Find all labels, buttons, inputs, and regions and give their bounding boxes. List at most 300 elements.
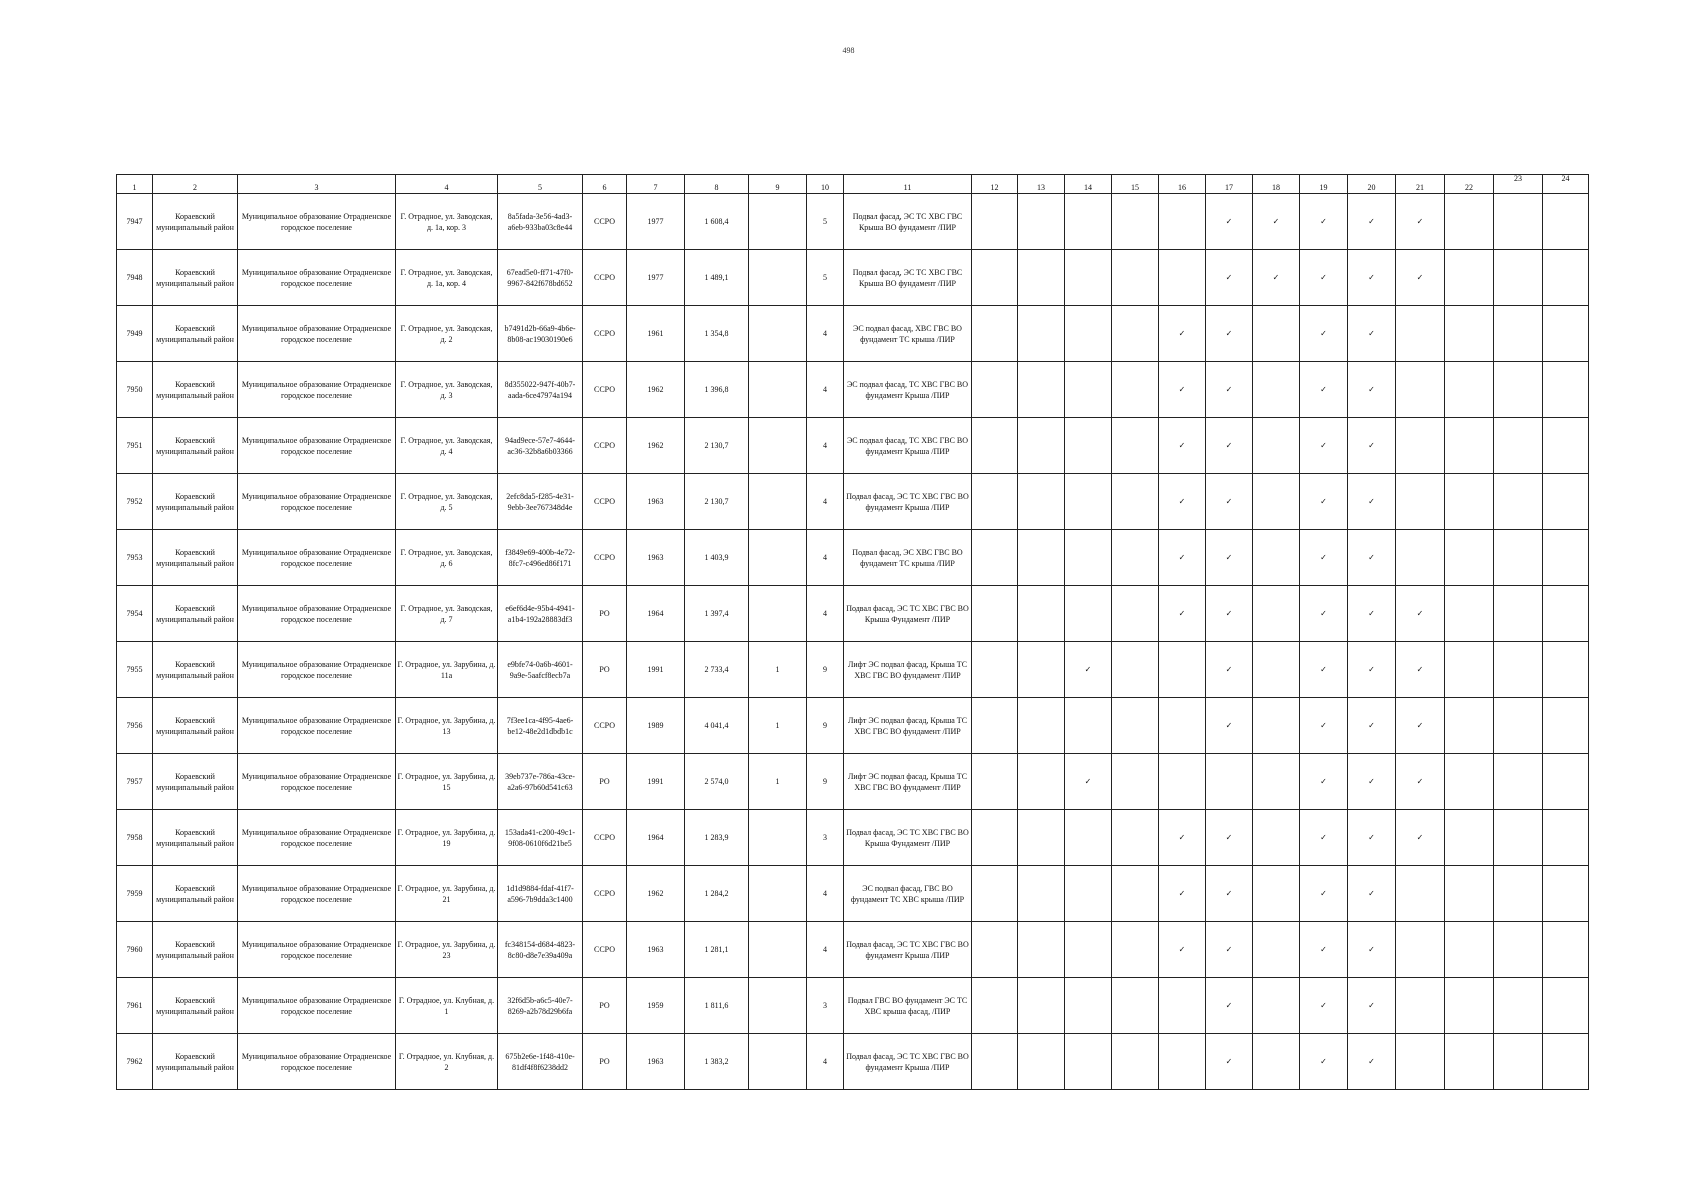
lifts-cell [749,978,807,1034]
check-mark-icon: ✓ [1348,698,1396,754]
empty-check-cell [1018,978,1065,1034]
address-cell: Г. Отрадное, ул. Клубная, д. 1 [396,978,498,1034]
floors-cell: 9 [807,698,844,754]
empty-check-cell [1018,474,1065,530]
table-row [117,642,1589,698]
year-cell: 1977 [627,250,685,306]
type-cell: ССРО [583,530,627,586]
column-header-23: 23 [1494,175,1543,194]
guid-cell: 67ead5e0-ff71-47f0-9967-842f678bd652 [498,250,583,306]
check-mark-icon: ✓ [1206,306,1253,362]
column-header-8: 8 [685,175,749,194]
empty-check-cell [1112,1034,1159,1090]
floors-cell: 5 [807,194,844,250]
column-header-7: 7 [627,175,685,194]
address-cell: Г. Отрадное, ул. Заводская, д. 7 [396,586,498,642]
type-cell: ССРО [583,250,627,306]
check-mark-icon: ✓ [1206,978,1253,1034]
district-cell: Кораевский муниципальный район [153,250,238,306]
empty-check-cell [1159,194,1206,250]
type-cell: ССРО [583,418,627,474]
table-row [117,978,1589,1034]
empty-check-cell [1112,978,1159,1034]
column-header-12: 12 [972,175,1018,194]
check-mark-icon: ✓ [1159,586,1206,642]
empty-check-cell [1159,978,1206,1034]
check-mark-icon: ✓ [1206,250,1253,306]
guid-cell: 8a5fada-3e56-4ad3-a6eb-933ba03c8e44 [498,194,583,250]
area-cell: 1 383,2 [685,1034,749,1090]
check-mark-icon: ✓ [1396,698,1445,754]
floors-cell: 4 [807,306,844,362]
floors-cell: 5 [807,250,844,306]
works-cell: Лифт ЭС подвал фасад, Крыша ТС ХВС ГВС ВО фундамент /ПИР [844,754,972,810]
table-row [117,194,1589,250]
district-cell: Кораевский муниципальный район [153,418,238,474]
empty-check-cell [1445,250,1494,306]
column-header-10: 10 [807,175,844,194]
row-number: 7947 [117,194,153,250]
check-mark-icon: ✓ [1396,194,1445,250]
column-header-5: 5 [498,175,583,194]
lifts-cell [749,530,807,586]
lifts-cell: 1 [749,698,807,754]
type-cell: РО [583,642,627,698]
district-cell: Кораевский муниципальный район [153,810,238,866]
row-number: 7960 [117,922,153,978]
empty-check-cell [1159,642,1206,698]
guid-cell: 32f6d5b-a6c5-40e7-8269-a2b78d29b6fa [498,978,583,1034]
district-cell: Кораевский муниципальный район [153,1034,238,1090]
empty-check-cell [1494,418,1543,474]
empty-check-cell [1543,306,1589,362]
address-cell: Г. Отрадное, ул. Зарубина, д. 23 [396,922,498,978]
works-cell: Лифт ЭС подвал фасад, Крыша ТС ХВС ГВС ВО фундамент /ПИР [844,698,972,754]
works-cell: Подвал фасад, ЭС ТС ХВС ГВС ВО Крыша Фундамент /ПИР [844,586,972,642]
address-cell: Г. Отрадное, ул. Зарубина, д. 11а [396,642,498,698]
year-cell: 1962 [627,362,685,418]
empty-check-cell [972,306,1018,362]
empty-check-cell [1396,978,1445,1034]
empty-check-cell [1018,754,1065,810]
floors-cell: 4 [807,1034,844,1090]
empty-check-cell [1112,362,1159,418]
empty-check-cell [1253,362,1300,418]
empty-check-cell [1253,586,1300,642]
empty-check-cell [1494,978,1543,1034]
empty-check-cell [1112,250,1159,306]
empty-check-cell [1543,530,1589,586]
empty-check-cell [1445,586,1494,642]
column-header-2: 2 [153,175,238,194]
empty-check-cell [1445,642,1494,698]
floors-cell: 4 [807,530,844,586]
column-header-13: 13 [1018,175,1065,194]
empty-check-cell [1253,418,1300,474]
address-cell: Г. Отрадное, ул. Заводская, д. 1а, кор. 4 [396,250,498,306]
empty-check-cell [1159,754,1206,810]
column-number-header-row [117,175,1589,194]
empty-check-cell [972,418,1018,474]
empty-check-cell [1018,418,1065,474]
type-cell: РО [583,1034,627,1090]
empty-check-cell [1494,194,1543,250]
check-mark-icon: ✓ [1206,922,1253,978]
lifts-cell [749,418,807,474]
empty-check-cell [1253,698,1300,754]
row-number: 7954 [117,586,153,642]
empty-check-cell [1253,306,1300,362]
empty-check-cell [1018,530,1065,586]
column-header-6: 6 [583,175,627,194]
works-cell: ЭС подвал фасад, ГВС ВО фундамент ТС ХВС крыша /ПИР [844,866,972,922]
municipality-cell: Муниципальное образование Отрадненское городское поселение [238,978,396,1034]
empty-check-cell [1065,810,1112,866]
works-cell: Подвал ГВС ВО фундамент ЭС ТС ХВС крыша фасад, /ПИР [844,978,972,1034]
check-mark-icon: ✓ [1253,194,1300,250]
area-cell: 2 574,0 [685,754,749,810]
district-cell: Кораевский муниципальный район [153,754,238,810]
check-mark-icon: ✓ [1348,250,1396,306]
check-mark-icon: ✓ [1348,922,1396,978]
check-mark-icon: ✓ [1300,698,1348,754]
guid-cell: 8d355022-947f-40b7-aada-6ce47974a194 [498,362,583,418]
empty-check-cell [1494,698,1543,754]
empty-check-cell [1112,194,1159,250]
lifts-cell [749,810,807,866]
check-mark-icon: ✓ [1348,418,1396,474]
area-cell: 4 041,4 [685,698,749,754]
check-mark-icon: ✓ [1396,754,1445,810]
works-cell: Подвал фасад, ЭС ТС ХВС ГВС ВО фундамент Крыша /ПИР [844,474,972,530]
empty-check-cell [972,250,1018,306]
empty-check-cell [1018,194,1065,250]
area-cell: 1 284,2 [685,866,749,922]
empty-check-cell [1018,362,1065,418]
empty-check-cell [1494,474,1543,530]
check-mark-icon: ✓ [1300,1034,1348,1090]
row-number: 7950 [117,362,153,418]
empty-check-cell [1543,922,1589,978]
empty-check-cell [1543,642,1589,698]
check-mark-icon: ✓ [1159,418,1206,474]
lifts-cell: 1 [749,754,807,810]
table-row [117,474,1589,530]
works-cell: Подвал фасад, ЭС ТС ХВС ГВС ВО фундамент Крыша /ПИР [844,1034,972,1090]
check-mark-icon: ✓ [1206,474,1253,530]
empty-check-cell [1065,866,1112,922]
guid-cell: b7491d2b-66a9-4b6e-8b08-ac19030190e6 [498,306,583,362]
check-mark-icon: ✓ [1396,810,1445,866]
check-mark-icon: ✓ [1348,642,1396,698]
empty-check-cell [1396,1034,1445,1090]
check-mark-icon: ✓ [1348,474,1396,530]
type-cell: ССРО [583,362,627,418]
check-mark-icon: ✓ [1206,194,1253,250]
empty-check-cell [1065,194,1112,250]
empty-check-cell [1543,866,1589,922]
empty-check-cell [1543,474,1589,530]
empty-check-cell [1065,530,1112,586]
area-cell: 2 733,4 [685,642,749,698]
year-cell: 1964 [627,586,685,642]
table-row [117,362,1589,418]
district-cell: Кораевский муниципальный район [153,922,238,978]
lifts-cell [749,474,807,530]
area-cell: 1 811,6 [685,978,749,1034]
empty-check-cell [1018,866,1065,922]
year-cell: 1991 [627,754,685,810]
table-row [117,698,1589,754]
district-cell: Кораевский муниципальный район [153,194,238,250]
year-cell: 1991 [627,642,685,698]
guid-cell: 7f3ee1ca-4f95-4ae6-be12-48e2d1dbdb1c [498,698,583,754]
floors-cell: 9 [807,754,844,810]
type-cell: ССРО [583,306,627,362]
row-number: 7959 [117,866,153,922]
area-cell: 1 397,4 [685,586,749,642]
empty-check-cell [972,978,1018,1034]
empty-check-cell [972,474,1018,530]
empty-check-cell [1543,698,1589,754]
check-mark-icon: ✓ [1253,250,1300,306]
empty-check-cell [1112,530,1159,586]
check-mark-icon: ✓ [1300,530,1348,586]
type-cell: РО [583,586,627,642]
year-cell: 1989 [627,698,685,754]
municipality-cell: Муниципальное образование Отрадненское городское поселение [238,418,396,474]
empty-check-cell [1396,866,1445,922]
empty-check-cell [1065,586,1112,642]
row-number: 7949 [117,306,153,362]
check-mark-icon: ✓ [1396,250,1445,306]
type-cell: РО [583,754,627,810]
check-mark-icon: ✓ [1159,810,1206,866]
area-cell: 1 281,1 [685,922,749,978]
guid-cell: fc348154-d684-4823-8c80-d8e7e39a409a [498,922,583,978]
lifts-cell [749,362,807,418]
table-row [117,306,1589,362]
address-cell: Г. Отрадное, ул. Заводская, д. 5 [396,474,498,530]
type-cell: ССРО [583,922,627,978]
column-header-9: 9 [749,175,807,194]
empty-check-cell [1445,922,1494,978]
column-header-15: 15 [1112,175,1159,194]
floors-cell: 4 [807,418,844,474]
check-mark-icon: ✓ [1206,1034,1253,1090]
empty-check-cell [1018,922,1065,978]
check-mark-icon: ✓ [1159,922,1206,978]
empty-check-cell [1112,866,1159,922]
page-number: 498 [842,46,855,55]
building-registry-table [116,174,1589,1090]
type-cell: ССРО [583,810,627,866]
table-row [117,810,1589,866]
empty-check-cell [1396,418,1445,474]
municipality-cell: Муниципальное образование Отрадненское городское поселение [238,474,396,530]
check-mark-icon: ✓ [1206,586,1253,642]
empty-check-cell [1494,530,1543,586]
empty-check-cell [972,922,1018,978]
check-mark-icon: ✓ [1206,642,1253,698]
floors-cell: 3 [807,978,844,1034]
check-mark-icon: ✓ [1300,866,1348,922]
works-cell: ЭС подвал фасад, ХВС ГВС ВО фундамент ТС крыша /ПИР [844,306,972,362]
address-cell: Г. Отрадное, ул. Клубная, д. 2 [396,1034,498,1090]
municipality-cell: Муниципальное образование Отрадненское городское поселение [238,922,396,978]
row-number: 7956 [117,698,153,754]
row-number: 7961 [117,978,153,1034]
year-cell: 1962 [627,866,685,922]
empty-check-cell [1494,362,1543,418]
empty-check-cell [1112,642,1159,698]
empty-check-cell [972,810,1018,866]
area-cell: 1 489,1 [685,250,749,306]
guid-cell: 675b2e6e-1f48-410e-81df4f8f6238dd2 [498,1034,583,1090]
empty-check-cell [1018,810,1065,866]
table-row [117,1034,1589,1090]
guid-cell: 153ada41-c200-49c1-9f08-0610f6d21be5 [498,810,583,866]
empty-check-cell [1445,306,1494,362]
check-mark-icon: ✓ [1396,642,1445,698]
empty-check-cell [1065,250,1112,306]
address-cell: Г. Отрадное, ул. Зарубина, д. 21 [396,866,498,922]
empty-check-cell [1445,362,1494,418]
table-row [117,586,1589,642]
year-cell: 1964 [627,810,685,866]
empty-check-cell [972,362,1018,418]
column-header-11: 11 [844,175,972,194]
lifts-cell [749,922,807,978]
address-cell: Г. Отрадное, ул. Заводская, д. 6 [396,530,498,586]
check-mark-icon: ✓ [1300,810,1348,866]
works-cell: Подвал фасад, ЭС ХВС ГВС ВО фундамент ТС крыша /ПИР [844,530,972,586]
row-number: 7952 [117,474,153,530]
year-cell: 1961 [627,306,685,362]
row-number: 7955 [117,642,153,698]
floors-cell: 4 [807,586,844,642]
empty-check-cell [1445,978,1494,1034]
empty-check-cell [1018,586,1065,642]
floors-cell: 9 [807,642,844,698]
empty-check-cell [1018,642,1065,698]
empty-check-cell [1112,810,1159,866]
year-cell: 1977 [627,194,685,250]
municipality-cell: Муниципальное образование Отрадненское городское поселение [238,866,396,922]
column-header-20: 20 [1348,175,1396,194]
lifts-cell [749,866,807,922]
address-cell: Г. Отрадное, ул. Заводская, д. 1а, кор. 3 [396,194,498,250]
empty-check-cell [1445,530,1494,586]
empty-check-cell [1543,362,1589,418]
check-mark-icon: ✓ [1159,530,1206,586]
works-cell: ЭС подвал фасад, ТС ХВС ГВС ВО фундамент Крыша /ПИР [844,362,972,418]
column-header-16: 16 [1159,175,1206,194]
area-cell: 2 130,7 [685,418,749,474]
empty-check-cell [1065,978,1112,1034]
empty-check-cell [1112,754,1159,810]
empty-check-cell [1543,754,1589,810]
district-cell: Кораевский муниципальный район [153,978,238,1034]
district-cell: Кораевский муниципальный район [153,306,238,362]
works-cell: Подвал фасад, ЭС ТС ХВС ГВС Крыша ВО фундамент /ПИР [844,250,972,306]
row-number: 7951 [117,418,153,474]
empty-check-cell [1494,642,1543,698]
check-mark-icon: ✓ [1206,362,1253,418]
area-cell: 1 403,9 [685,530,749,586]
address-cell: Г. Отрадное, ул. Зарубина, д. 13 [396,698,498,754]
empty-check-cell [1159,698,1206,754]
table-row [117,530,1589,586]
empty-check-cell [1445,698,1494,754]
column-header-4: 4 [396,175,498,194]
check-mark-icon: ✓ [1300,250,1348,306]
check-mark-icon: ✓ [1348,530,1396,586]
empty-check-cell [1494,250,1543,306]
empty-check-cell [1253,978,1300,1034]
empty-check-cell [1065,362,1112,418]
check-mark-icon: ✓ [1348,194,1396,250]
empty-check-cell [1018,306,1065,362]
empty-check-cell [1396,362,1445,418]
empty-check-cell [1543,250,1589,306]
district-cell: Кораевский муниципальный район [153,642,238,698]
empty-check-cell [1543,810,1589,866]
check-mark-icon: ✓ [1300,978,1348,1034]
check-mark-icon: ✓ [1300,306,1348,362]
municipality-cell: Муниципальное образование Отрадненское городское поселение [238,810,396,866]
municipality-cell: Муниципальное образование Отрадненское городское поселение [238,362,396,418]
lifts-cell: 1 [749,642,807,698]
column-header-24: 24 [1543,175,1589,194]
empty-check-cell [972,754,1018,810]
check-mark-icon: ✓ [1300,642,1348,698]
row-number: 7948 [117,250,153,306]
guid-cell: f3849e69-400b-4e72-8fc7-c496ed86f171 [498,530,583,586]
empty-check-cell [972,530,1018,586]
address-cell: Г. Отрадное, ул. Заводская, д. 2 [396,306,498,362]
column-header-3: 3 [238,175,396,194]
check-mark-icon: ✓ [1348,1034,1396,1090]
empty-check-cell [1112,306,1159,362]
type-cell: ССРО [583,474,627,530]
floors-cell: 4 [807,362,844,418]
empty-check-cell [1253,642,1300,698]
address-cell: Г. Отрадное, ул. Зарубина, д. 15 [396,754,498,810]
row-number: 7958 [117,810,153,866]
empty-check-cell [1253,1034,1300,1090]
empty-check-cell [972,698,1018,754]
year-cell: 1963 [627,1034,685,1090]
empty-check-cell [972,194,1018,250]
year-cell: 1959 [627,978,685,1034]
district-cell: Кораевский муниципальный район [153,698,238,754]
table-row [117,754,1589,810]
works-cell: Лифт ЭС подвал фасад, Крыша ТС ХВС ГВС ВО фундамент /ПИР [844,642,972,698]
empty-check-cell [1494,1034,1543,1090]
empty-check-cell [972,1034,1018,1090]
check-mark-icon: ✓ [1300,586,1348,642]
table-row [117,418,1589,474]
municipality-cell: Муниципальное образование Отрадненское городское поселение [238,306,396,362]
empty-check-cell [1065,474,1112,530]
check-mark-icon: ✓ [1300,474,1348,530]
check-mark-icon: ✓ [1206,810,1253,866]
area-cell: 1 608,4 [685,194,749,250]
municipality-cell: Муниципальное образование Отрадненское городское поселение [238,250,396,306]
guid-cell: 39eb737e-786a-43ce-a2a6-97b60d541c63 [498,754,583,810]
area-cell: 1 354,8 [685,306,749,362]
